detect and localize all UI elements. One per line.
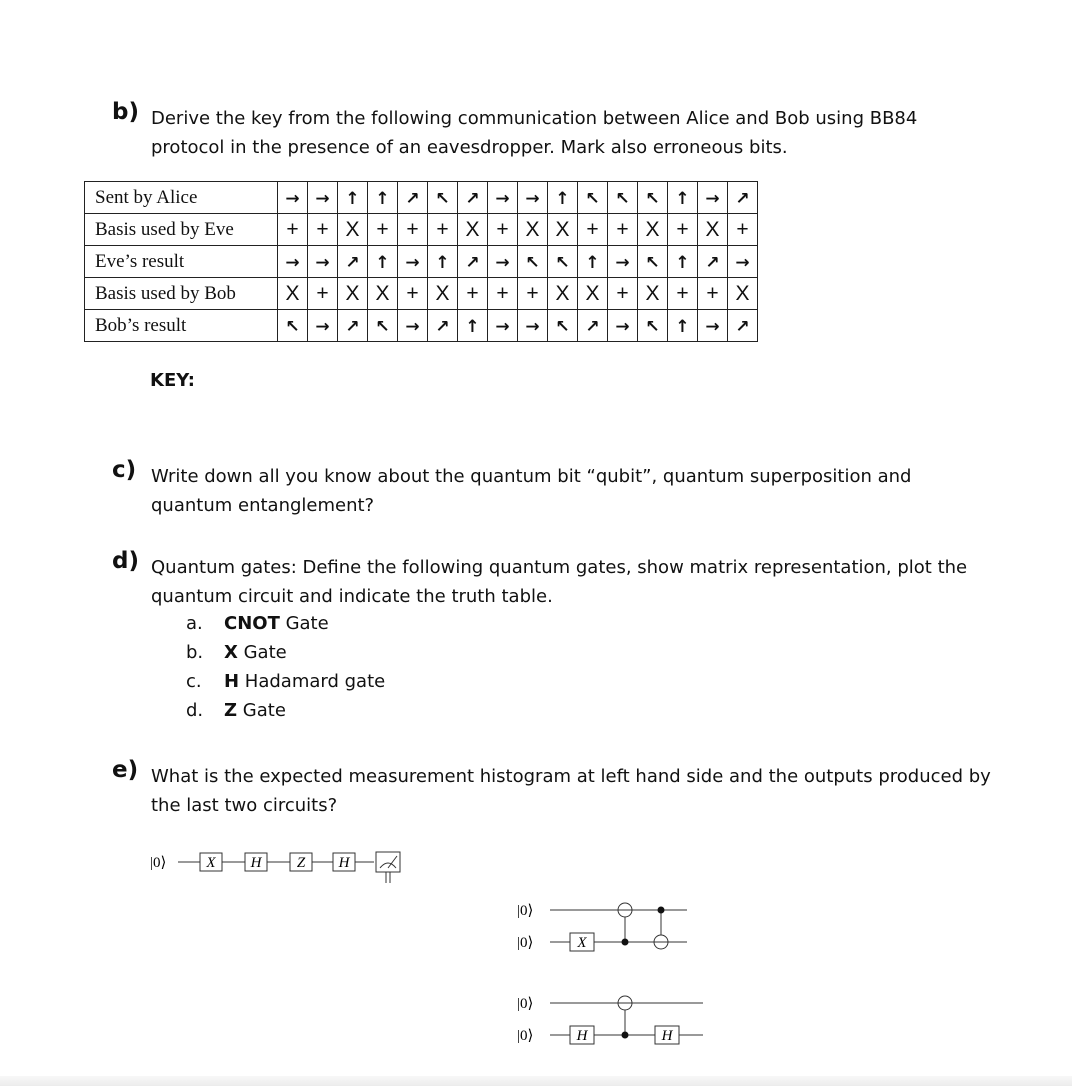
gate-item-letter: a. [186, 613, 203, 634]
table-cell [338, 246, 368, 278]
cell-value: ↑ [345, 188, 360, 209]
table-cell [638, 182, 668, 214]
gate-h [570, 1026, 594, 1044]
table-cell [278, 246, 308, 278]
table-cell [428, 214, 458, 246]
question-e-line1: What is the expected measurement histogram at left hand side and the outputs produced by [151, 766, 991, 787]
question-c-line1: Write down all you know about the quantum bit “qubit”, quantum superposition and [151, 466, 912, 487]
row-header: Bob’s result [85, 310, 278, 342]
table-cell [488, 310, 518, 342]
table-cell [338, 214, 368, 246]
table-cell [308, 214, 338, 246]
cell-value: X [285, 281, 300, 305]
table-cell [638, 214, 668, 246]
cell-value: X [585, 281, 600, 305]
row-header: Eve’s result [85, 246, 278, 278]
table-cell [668, 246, 698, 278]
cell-value: → [705, 188, 720, 209]
table-cell [728, 182, 758, 214]
table-cell [548, 214, 578, 246]
gate-label: H [338, 855, 350, 871]
cell-value: X [345, 281, 360, 305]
gate-item-letter: c. [186, 671, 202, 692]
gate-label: H [661, 1028, 673, 1044]
cell-value: X [645, 217, 660, 241]
table-cell [728, 278, 758, 310]
cell-value: + [316, 281, 329, 305]
cell-value: ↑ [675, 188, 690, 209]
table-cell [578, 310, 608, 342]
cell-value: ↗ [465, 188, 480, 209]
table-cell [488, 246, 518, 278]
gate-label: H [576, 1028, 588, 1044]
gate-label: X [577, 935, 587, 951]
cell-value: X [345, 217, 360, 241]
key-label: KEY: [150, 370, 195, 391]
cell-value: X [705, 217, 720, 241]
table-cell [428, 278, 458, 310]
table-cell [548, 182, 578, 214]
table-cell [278, 278, 308, 310]
table-cell [398, 310, 428, 342]
gate-item-rest: Gate [237, 700, 286, 721]
cell-value: ↖ [555, 316, 570, 337]
table-cell [398, 246, 428, 278]
cell-value: ↗ [405, 188, 420, 209]
cell-value: ↖ [645, 188, 660, 209]
circuit-h-cnot-h [515, 988, 715, 1053]
table-row [85, 214, 758, 246]
table-cell [398, 214, 428, 246]
cell-value: ↑ [375, 188, 390, 209]
gate-x [200, 853, 222, 871]
cell-value: ↗ [705, 252, 720, 273]
cell-value: X [735, 281, 750, 305]
question-b-line2: protocol in the presence of an eavesdropper. Mark also erroneous bits. [151, 137, 788, 158]
table-cell [608, 214, 638, 246]
table-cell [368, 182, 398, 214]
circuit-cnot-pair [515, 895, 715, 960]
table-cell [338, 182, 368, 214]
table-cell [458, 182, 488, 214]
table-cell [488, 182, 518, 214]
gate-label: H [250, 855, 262, 871]
table-cell [668, 278, 698, 310]
table-cell [578, 182, 608, 214]
cell-value: X [465, 217, 480, 241]
cell-value: ↗ [345, 252, 360, 273]
table-cell [608, 278, 638, 310]
table-cell [728, 310, 758, 342]
cell-value: ↑ [555, 188, 570, 209]
cell-value: → [405, 316, 420, 337]
bb84-table [84, 181, 758, 342]
cell-value: → [735, 252, 750, 273]
cell-value: → [705, 316, 720, 337]
question-d [112, 548, 1012, 611]
table-cell [518, 214, 548, 246]
gate-item-bold: CNOT [224, 613, 280, 634]
table-cell [548, 278, 578, 310]
cell-value: ↑ [375, 252, 390, 273]
gate-h [333, 853, 355, 871]
table-cell [278, 310, 308, 342]
gate-item-rest: Hadamard gate [239, 671, 386, 692]
cell-value: → [285, 188, 300, 209]
cell-value: + [286, 217, 299, 241]
circuit-ket: |0⟩ [517, 996, 534, 1012]
cell-value: ↖ [645, 252, 660, 273]
cell-value: + [616, 217, 629, 241]
table-row [85, 310, 758, 342]
table-cell [278, 182, 308, 214]
table-cell [308, 246, 338, 278]
question-d-line1: Quantum gates: Define the following quantum gates, show matrix representation, plot the [151, 557, 968, 578]
cell-value: + [676, 217, 689, 241]
row-header: Basis used by Eve [85, 214, 278, 246]
measure-icon [376, 852, 400, 883]
table-cell [368, 278, 398, 310]
cell-value: ↖ [555, 252, 570, 273]
cell-value: X [375, 281, 390, 305]
cell-value: ↑ [675, 252, 690, 273]
table-cell [368, 214, 398, 246]
cell-value: + [706, 281, 719, 305]
row-header: Basis used by Bob [85, 278, 278, 310]
cell-value: + [526, 281, 539, 305]
table-cell [578, 246, 608, 278]
cell-value: → [525, 316, 540, 337]
table-cell [638, 278, 668, 310]
table-cell [338, 310, 368, 342]
cell-value: ↖ [375, 316, 390, 337]
gate-label: X [206, 855, 216, 871]
table-cell [698, 182, 728, 214]
cell-value: + [406, 217, 419, 241]
question-e [112, 757, 1042, 820]
cell-value: ↗ [735, 188, 750, 209]
cell-value: ↖ [645, 316, 660, 337]
table-cell [668, 182, 698, 214]
question-e-line2: the last two circuits? [151, 795, 338, 816]
cnot-gate [618, 903, 632, 946]
cell-value: ↖ [435, 188, 450, 209]
circuit-ket: |0⟩ [517, 903, 534, 919]
table-cell [428, 246, 458, 278]
table-cell [638, 310, 668, 342]
cell-value: + [496, 281, 509, 305]
gate-h [245, 853, 267, 871]
cell-value: ↑ [675, 316, 690, 337]
circuit-single-qubit [148, 848, 418, 888]
cell-value: → [315, 252, 330, 273]
cell-value: ↖ [525, 252, 540, 273]
table-cell [668, 310, 698, 342]
cell-value: + [406, 281, 419, 305]
table-row [85, 278, 758, 310]
cell-value: → [525, 188, 540, 209]
table-cell [458, 310, 488, 342]
cell-value: + [586, 217, 599, 241]
gate-item-bold: Z [224, 700, 238, 721]
question-e-label: e) [112, 757, 139, 783]
table-cell [698, 214, 728, 246]
cell-value: ↗ [585, 316, 600, 337]
gate-item-bold: H [224, 671, 240, 692]
table-cell [608, 182, 638, 214]
table-cell [368, 246, 398, 278]
table-cell [308, 182, 338, 214]
table-row [85, 182, 758, 214]
circuit-ket: |0⟩ [517, 935, 534, 951]
table-cell [398, 182, 428, 214]
question-c-label: c) [112, 457, 137, 483]
cell-value: ↑ [435, 252, 450, 273]
table-cell [488, 278, 518, 310]
question-c-line2: quantum entanglement? [151, 495, 375, 516]
cell-value: + [376, 217, 389, 241]
table-cell [518, 246, 548, 278]
gate-item-letter: d. [186, 700, 204, 721]
table-cell [608, 246, 638, 278]
table-cell [578, 278, 608, 310]
cell-value: X [555, 281, 570, 305]
cell-value: → [285, 252, 300, 273]
table-cell [428, 182, 458, 214]
table-row [85, 246, 758, 278]
cell-value: ↖ [615, 188, 630, 209]
cell-value: ↗ [465, 252, 480, 273]
table-cell [698, 310, 728, 342]
table-cell [338, 278, 368, 310]
table-cell [368, 310, 398, 342]
table-cell [488, 214, 518, 246]
table-cell [458, 214, 488, 246]
circuit-ket: |0⟩ [517, 1028, 534, 1044]
table-cell [518, 310, 548, 342]
table-cell [518, 182, 548, 214]
table-cell [398, 278, 428, 310]
question-d-label: d) [112, 548, 139, 574]
question-b [112, 99, 1012, 162]
page-bottom-edge [0, 1076, 1072, 1086]
cell-value: + [466, 281, 479, 305]
table-cell [458, 278, 488, 310]
table-cell [308, 310, 338, 342]
table-cell [548, 246, 578, 278]
table-cell [518, 278, 548, 310]
question-b-line1: Derive the key from the following communication between Alice and Bob using BB84 [151, 108, 918, 129]
cell-value: + [676, 281, 689, 305]
cell-value: → [495, 316, 510, 337]
cell-value: + [616, 281, 629, 305]
question-b-label: b) [112, 99, 139, 125]
table-cell [458, 246, 488, 278]
cell-value: → [615, 252, 630, 273]
cell-value: → [405, 252, 420, 273]
table-cell [578, 214, 608, 246]
table-cell [698, 278, 728, 310]
cell-value: ↖ [585, 188, 600, 209]
table-cell [278, 214, 308, 246]
cell-value: → [315, 316, 330, 337]
table-cell [728, 246, 758, 278]
row-header: Sent by Alice [85, 182, 278, 214]
gate-item-rest: Gate [237, 642, 287, 663]
cnot-gate [618, 996, 632, 1039]
cell-value: X [435, 281, 450, 305]
cell-value: ↖ [285, 316, 300, 337]
cell-value: ↗ [735, 316, 750, 337]
table-cell [308, 278, 338, 310]
table-cell [548, 310, 578, 342]
gate-item-letter: b. [186, 642, 204, 663]
table-cell [668, 214, 698, 246]
cell-value: + [496, 217, 509, 241]
cell-value: X [555, 217, 570, 241]
cell-value: → [315, 188, 330, 209]
table-cell [728, 214, 758, 246]
cell-value: ↗ [345, 316, 360, 337]
cnot-gate [654, 907, 668, 950]
gate-h [655, 1026, 679, 1044]
question-c [112, 457, 1012, 520]
gate-z [290, 853, 312, 871]
cell-value: → [615, 316, 630, 337]
cell-value: + [316, 217, 329, 241]
table-cell [638, 246, 668, 278]
question-d-line2: quantum circuit and indicate the truth table. [151, 586, 553, 607]
cell-value: → [495, 252, 510, 273]
circuit-ket: |0⟩ [150, 855, 167, 871]
gate-x [570, 933, 594, 951]
gate-item-rest: Gate [279, 613, 329, 634]
cell-value: ↑ [465, 316, 480, 337]
cell-value: → [495, 188, 510, 209]
cell-value: X [525, 217, 540, 241]
table-cell [428, 310, 458, 342]
cell-value: ↑ [585, 252, 600, 273]
cell-value: + [736, 217, 749, 241]
cell-value: ↗ [435, 316, 450, 337]
cell-value: + [436, 217, 449, 241]
gate-item-bold: X [224, 642, 238, 663]
table-cell [698, 246, 728, 278]
table-cell [608, 310, 638, 342]
cell-value: X [645, 281, 660, 305]
gate-label: Z [296, 855, 306, 871]
